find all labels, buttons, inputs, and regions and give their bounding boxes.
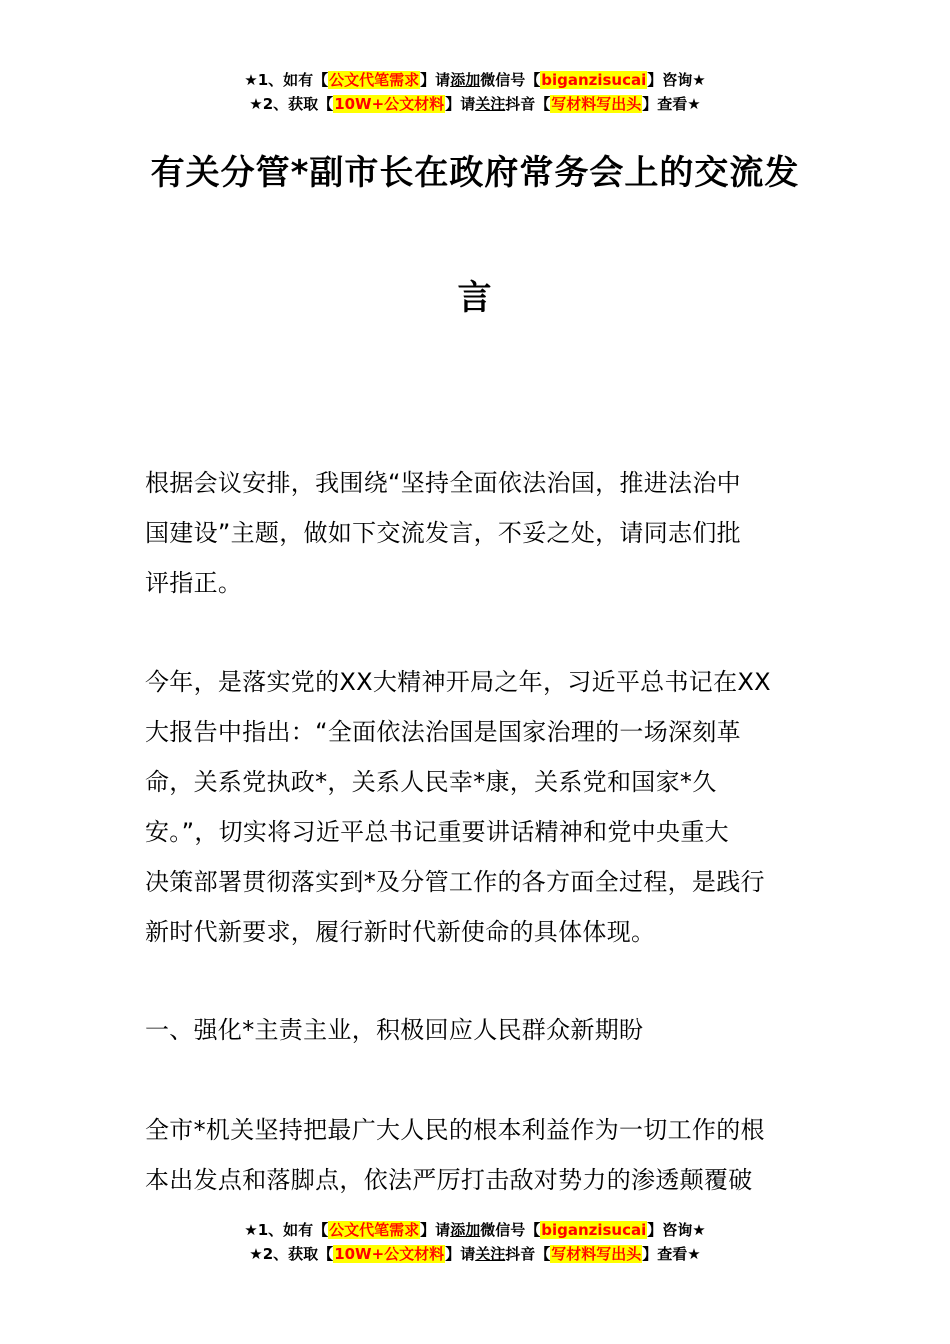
banner-text: 】咨询★: [647, 1221, 706, 1239]
underlined-text: 关注: [475, 1245, 506, 1263]
paragraph-intro: [145, 458, 810, 608]
banner-text: ★1、如有【: [244, 71, 329, 89]
highlight-ghostwriting: 公文代笔需求: [329, 71, 420, 89]
banner-text: ★2、获取【: [249, 1245, 334, 1263]
banner-line-1: [0, 68, 950, 92]
paragraph-line: 国建设”主题，做如下交流发言，不妥之处，请同志们批: [145, 519, 741, 547]
paragraph-line: 命，关系党执政*，关系人民幸*康，关系党和国家*久: [145, 768, 717, 796]
banner-line-2: [0, 92, 950, 116]
banner-text: ★2、获取【: [249, 95, 334, 113]
highlight-douyin: 写材料写出头: [551, 1245, 642, 1263]
banner-text: ★1、如有【: [244, 1221, 329, 1239]
paragraph-line: 今年，是落实党的XX大精神开局之年，习近平总书记在XX: [145, 668, 771, 696]
paragraph-line: 新时代新要求，履行新时代新使命的具体体现。: [145, 918, 656, 946]
section-heading-text: 一、强化*主责主业，积极回应人民群众新期盼: [145, 1016, 644, 1044]
highlight-douyin: 写材料写出头: [551, 95, 642, 113]
title-line-2: 言: [457, 278, 493, 318]
banner-text: 抖音【: [505, 1245, 551, 1263]
highlight-materials: 10W+公文材料: [334, 95, 445, 113]
paragraph-line: 安。”，切实将习近平总书记重要讲话精神和党中央重大: [145, 818, 729, 846]
bottom-banner: [0, 1218, 950, 1266]
underlined-text: 添加: [450, 1221, 481, 1239]
underlined-text: 关注: [475, 95, 506, 113]
highlight-ghostwriting: 公文代笔需求: [329, 1221, 420, 1239]
banner-text: 】咨询★: [647, 71, 706, 89]
paragraph-line: 本出发点和落脚点，依法严厉打击敌对势力的渗透颠覆破: [145, 1166, 753, 1194]
section-heading-1: [145, 1005, 810, 1055]
banner-line-1: [0, 1218, 950, 1242]
underlined-text: 添加: [450, 71, 481, 89]
highlight-materials: 10W+公文材料: [334, 1245, 445, 1263]
banner-text: 】请: [420, 71, 451, 89]
paragraph-line: 评指正。: [145, 569, 243, 597]
paragraph-section-1: [145, 1105, 810, 1205]
paragraph-line: 根据会议安排，我围绕“坚持全面依法治国，推进法治中: [145, 469, 741, 497]
banner-text: 】查看★: [642, 1245, 701, 1263]
banner-text: 】查看★: [642, 95, 701, 113]
title-line-1: 有关分管*副市长在政府常务会上的交流发: [150, 153, 800, 193]
banner-line-2: [0, 1242, 950, 1266]
paragraph-context: [145, 657, 810, 957]
paragraph-line: 决策部署贯彻落实到*及分管工作的各方面全过程，是践行: [145, 868, 765, 896]
banner-text: 】请: [420, 1221, 451, 1239]
banner-text: 微信号【: [480, 71, 541, 89]
banner-text: 抖音【: [505, 95, 551, 113]
document-title: [130, 140, 820, 331]
banner-text: 微信号【: [480, 1221, 541, 1239]
highlight-wechat-id: biganzisucai: [541, 71, 647, 89]
banner-text: 】请: [445, 1245, 476, 1263]
paragraph-line: 大报告中指出：“全面依法治国是国家治理的一场深刻革: [145, 718, 741, 746]
banner-text: 】请: [445, 95, 476, 113]
paragraph-line: 全市*机关坚持把最广大人民的根本利益作为一切工作的根: [145, 1116, 765, 1144]
top-banner: [0, 68, 950, 116]
highlight-wechat-id: biganzisucai: [541, 1221, 647, 1239]
